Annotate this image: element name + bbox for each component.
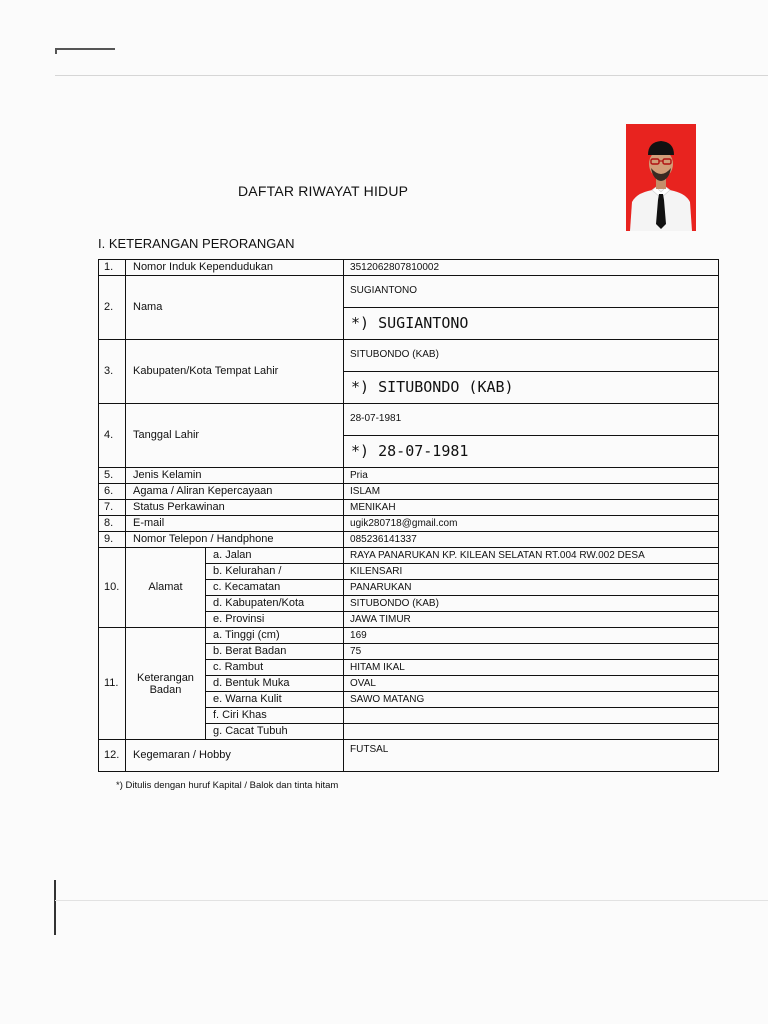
subfield-value: SITUBONDO (KAB) [344,596,719,612]
field-value-birthdate: 28-07-1981 [344,404,719,436]
row-number: 8. [99,516,126,532]
field-label: E-mail [126,516,344,532]
row-number: 4. [99,404,126,468]
table-row [99,484,719,500]
field-label: Status Perkawinan [126,500,344,516]
subfield-label: b. Kelurahan / [206,564,344,580]
field-label: Tanggal Lahir [126,404,344,468]
field-value-name: SUGIANTONO [344,276,719,308]
field-label: Nomor Induk Kependudukan [126,260,344,276]
row-number: 5. [99,468,126,484]
table-row [99,468,719,484]
handwritten-birthplace: *) SITUBONDO (KAB) [344,372,719,404]
table-row [99,260,719,276]
subfield-value [344,724,719,740]
scan-bottom-edge [55,900,768,901]
table-row [99,276,719,308]
subfield-label: c. Kecamatan [206,580,344,596]
subfield-label: d. Bentuk Muka [206,676,344,692]
field-label: Jenis Kelamin [126,468,344,484]
row-number: 10. [99,548,126,628]
section-title: I. KETERANGAN PERORANGAN [98,236,295,251]
field-value-nik: 3512062807810002 [344,260,719,276]
footnote: *) Ditulis dengan huruf Kapital / Balok dan tinta hitam [116,780,339,791]
row-number: 3. [99,340,126,404]
subfield-label: e. Provinsi [206,612,344,628]
document-title: DAFTAR RIWAYAT HIDUP [238,183,409,199]
scan-corner-mark [55,48,115,50]
subfield-value: KILENSARI [344,564,719,580]
table-row [99,404,719,436]
field-value-phone: 085236141337 [344,532,719,548]
field-label-body [126,628,206,740]
subfield-label: a. Tinggi (cm) [206,628,344,644]
subfield-value: PANARUKAN [344,580,719,596]
field-label: Nama [126,276,344,340]
table-row [99,500,719,516]
row-number: 1. [99,260,126,276]
subfield-label: b. Berat Badan [206,644,344,660]
subfield-label: g. Cacat Tubuh [206,724,344,740]
subfield-value: JAWA TIMUR [344,612,719,628]
table-row [99,340,719,372]
field-label-body-line1: Keterangan [137,671,194,684]
subfield-label: c. Rambut [206,660,344,676]
table-row [99,532,719,548]
personal-info-table [98,259,719,772]
table-row [99,740,719,772]
subfield-value: OVAL [344,676,719,692]
row-number: 11. [99,628,126,740]
field-value-gender: Pria [344,468,719,484]
subfield-label: a. Jalan [206,548,344,564]
subfield-label: d. Kabupaten/Kota [206,596,344,612]
passport-photo [626,124,696,231]
field-value-marital-status: MENIKAH [344,500,719,516]
field-value-email: ugik280718@gmail.com [344,516,719,532]
field-label: Kabupaten/Kota Tempat Lahir [126,340,344,404]
field-value-birthplace: SITUBONDO (KAB) [344,340,719,372]
person-portrait-icon [626,124,696,231]
subfield-value: 75 [344,644,719,660]
subfield-value [344,708,719,724]
field-value-hobby: FUTSAL [344,740,719,772]
table-row [99,516,719,532]
field-label: Kegemaran / Hobby [126,740,344,772]
subfield-value: RAYA PANARUKAN KP. KILEAN SELATAN RT.004 RW.002 DESA [344,548,719,564]
row-number: 9. [99,532,126,548]
field-label-address: Alamat [126,548,206,628]
table-row [99,548,719,564]
subfield-label: f. Ciri Khas [206,708,344,724]
subfield-value: 169 [344,628,719,644]
field-label: Nomor Telepon / Handphone [126,532,344,548]
field-label: Agama / Aliran Kepercayaan [126,484,344,500]
row-number: 2. [99,276,126,340]
row-number: 12. [99,740,126,772]
table-row [99,628,719,644]
row-number: 7. [99,500,126,516]
scan-left-edge [54,880,56,935]
handwritten-name: *) SUGIANTONO [344,308,719,340]
field-value-religion: ISLAM [344,484,719,500]
row-number: 6. [99,484,126,500]
subfield-value: SAWO MATANG [344,692,719,708]
subfield-value: HITAM IKAL [344,660,719,676]
scan-top-edge [55,75,768,76]
field-label-body-line2: Badan [149,683,182,696]
handwritten-birthdate: *) 28-07-1981 [344,436,719,468]
subfield-label: e. Warna Kulit [206,692,344,708]
